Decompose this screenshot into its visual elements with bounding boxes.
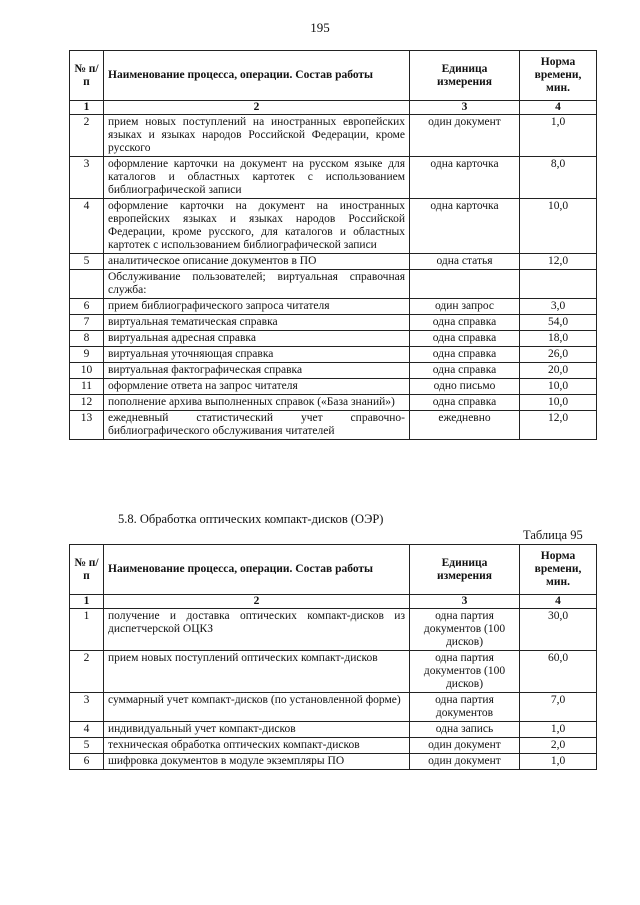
table-row	[70, 395, 597, 411]
column-number-row	[70, 595, 597, 609]
cell-unit: ежедневно	[410, 411, 520, 440]
table-row	[70, 722, 597, 738]
cell-name: получение и доставка оптических компакт-дисков из диспетчерской ОЦКЗ	[104, 609, 410, 651]
cell-name: виртуальная уточняющая справка	[104, 347, 410, 363]
header-norm: Норма времени, мин.	[520, 545, 597, 595]
cell-unit: одна карточка	[410, 157, 520, 199]
table-row	[70, 199, 597, 254]
cell-norm: 10,0	[520, 395, 597, 411]
table-row	[70, 331, 597, 347]
cell-name: прием библиографического запроса читателя	[104, 299, 410, 315]
section-title: 5.8. Обработка оптических компакт-дисков (ОЭР)	[118, 512, 384, 526]
cell-num: 6	[70, 299, 104, 315]
table-row	[70, 157, 597, 199]
cell-unit: одна партия документов (100 дисков)	[410, 609, 520, 651]
header-norm: Норма времени, мин.	[520, 51, 597, 101]
header-name: Наименование процесса, операции. Состав работы	[104, 545, 410, 595]
cell-unit	[410, 270, 520, 299]
cell-name: виртуальная тематическая справка	[104, 315, 410, 331]
cell-name: техническая обработка оптических компакт-дисков	[104, 738, 410, 754]
cell-name: оформление ответа на запрос читателя	[104, 379, 410, 395]
cell-name: оформление карточки на документ на иностранных европейских языках и языках народов Российской Федерации, кроме русского, для каталогов и областных картотек с использованием библиографической записи	[104, 199, 410, 254]
cell-name: прием новых поступлений оптических компакт-дисков	[104, 651, 410, 693]
column-number: 2	[104, 595, 410, 609]
column-number: 2	[104, 101, 410, 115]
cell-unit: одна справка	[410, 395, 520, 411]
table-row	[70, 254, 597, 270]
cell-norm: 7,0	[520, 693, 597, 722]
cell-name: ежедневный статистический учет справочно-библиографического обслуживания читателей	[104, 411, 410, 440]
cell-norm: 12,0	[520, 411, 597, 440]
cell-num: 9	[70, 347, 104, 363]
table-label: Таблица 95	[523, 528, 583, 542]
cell-num: 6	[70, 754, 104, 770]
cell-norm: 8,0	[520, 157, 597, 199]
cell-norm: 3,0	[520, 299, 597, 315]
cell-unit: один документ	[410, 115, 520, 157]
column-number: 4	[520, 101, 597, 115]
cell-num: 13	[70, 411, 104, 440]
cell-num: 12	[70, 395, 104, 411]
cell-num: 11	[70, 379, 104, 395]
cell-unit: один документ	[410, 738, 520, 754]
cell-norm: 1,0	[520, 722, 597, 738]
header-num: № п/п	[70, 51, 104, 101]
cell-norm: 10,0	[520, 379, 597, 395]
column-number: 1	[70, 595, 104, 609]
cell-norm: 1,0	[520, 754, 597, 770]
cell-unit: одна справка	[410, 315, 520, 331]
norms-table-1	[69, 50, 597, 440]
header-unit: Единица измерения	[410, 51, 520, 101]
cell-unit: одна партия документов (100 дисков)	[410, 651, 520, 693]
cell-num: 4	[70, 199, 104, 254]
cell-num: 5	[70, 254, 104, 270]
table-row	[70, 347, 597, 363]
table-row	[70, 363, 597, 379]
cell-num: 10	[70, 363, 104, 379]
table-row	[70, 411, 597, 440]
cell-name: виртуальная адресная справка	[104, 331, 410, 347]
cell-name: прием новых поступлений на иностранных европейских языках и языках народов Российской Федерации, кроме русского	[104, 115, 410, 157]
header-unit: Единица измерения	[410, 545, 520, 595]
table-row	[70, 299, 597, 315]
cell-name: шифровка документов в модуле экземпляры ПО	[104, 754, 410, 770]
cell-norm: 20,0	[520, 363, 597, 379]
table-row	[70, 693, 597, 722]
cell-unit: одна запись	[410, 722, 520, 738]
table-row	[70, 609, 597, 651]
page-number: 195	[310, 20, 330, 35]
table-row	[70, 115, 597, 157]
cell-unit: одно письмо	[410, 379, 520, 395]
cell-num: 3	[70, 693, 104, 722]
cell-norm: 54,0	[520, 315, 597, 331]
cell-name: индивидуальный учет компакт-дисков	[104, 722, 410, 738]
table-row	[70, 738, 597, 754]
norms-table-2	[69, 544, 597, 770]
cell-unit: одна справка	[410, 331, 520, 347]
column-number: 3	[410, 101, 520, 115]
cell-num: 8	[70, 331, 104, 347]
cell-num: 3	[70, 157, 104, 199]
cell-num: 7	[70, 315, 104, 331]
cell-unit: один запрос	[410, 299, 520, 315]
cell-num: 5	[70, 738, 104, 754]
cell-unit: одна партия документов	[410, 693, 520, 722]
cell-norm	[520, 270, 597, 299]
cell-norm: 18,0	[520, 331, 597, 347]
cell-unit: одна справка	[410, 363, 520, 379]
table-row	[70, 315, 597, 331]
cell-num: 2	[70, 115, 104, 157]
cell-norm: 2,0	[520, 738, 597, 754]
table-row	[70, 270, 597, 299]
cell-name: аналитическое описание документов в ПО	[104, 254, 410, 270]
cell-norm: 30,0	[520, 609, 597, 651]
header-name: Наименование процесса, операции. Состав работы	[104, 51, 410, 101]
column-number-row	[70, 101, 597, 115]
cell-norm: 1,0	[520, 115, 597, 157]
cell-name: виртуальная фактографическая справка	[104, 363, 410, 379]
cell-name: Обслуживание пользователей; виртуальная справочная служба:	[104, 270, 410, 299]
cell-norm: 12,0	[520, 254, 597, 270]
cell-norm: 10,0	[520, 199, 597, 254]
cell-name: пополнение архива выполненных справок («База знаний»)	[104, 395, 410, 411]
cell-num: 2	[70, 651, 104, 693]
table-row	[70, 379, 597, 395]
header-num: № п/п	[70, 545, 104, 595]
column-number: 4	[520, 595, 597, 609]
cell-unit: один документ	[410, 754, 520, 770]
table-row	[70, 651, 597, 693]
cell-unit: одна карточка	[410, 199, 520, 254]
cell-norm: 60,0	[520, 651, 597, 693]
cell-norm: 26,0	[520, 347, 597, 363]
cell-name: оформление карточки на документ на русском языке для каталогов и областных картотек с использованием библиографической записи	[104, 157, 410, 199]
cell-num: 4	[70, 722, 104, 738]
cell-num	[70, 270, 104, 299]
cell-num: 1	[70, 609, 104, 651]
table-row	[70, 754, 597, 770]
column-number: 1	[70, 101, 104, 115]
column-number: 3	[410, 595, 520, 609]
cell-unit: одна справка	[410, 347, 520, 363]
cell-unit: одна статья	[410, 254, 520, 270]
cell-name: суммарный учет компакт-дисков (по установленной форме)	[104, 693, 410, 722]
